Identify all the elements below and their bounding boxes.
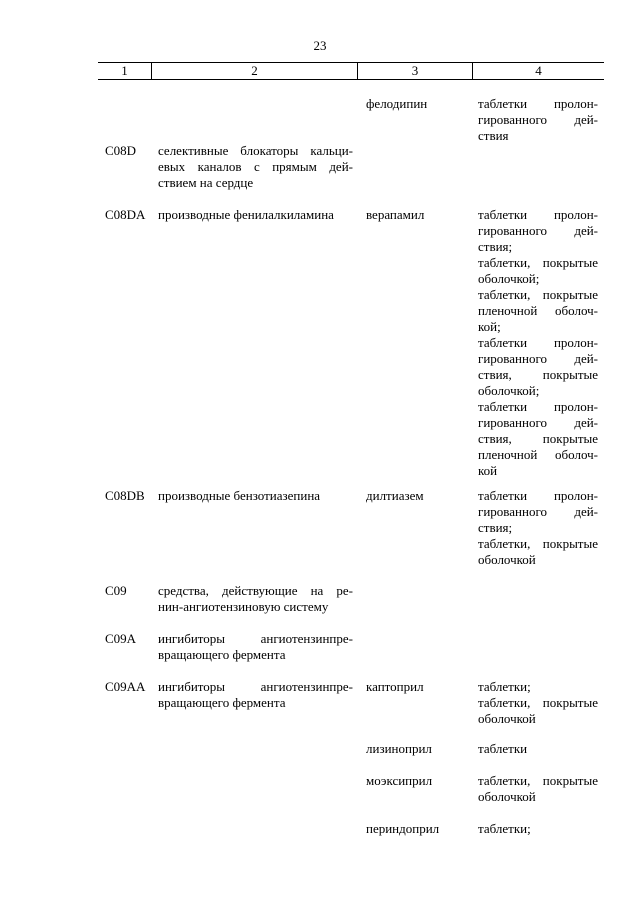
dosage-form-line: таблетки; xyxy=(478,679,531,694)
header-col-4: 4 xyxy=(535,63,542,78)
atc-name xyxy=(158,631,353,663)
dosage-form-line: таблетки пролон- xyxy=(478,96,598,111)
drug-name: лизиноприл xyxy=(366,741,432,756)
dosage-form xyxy=(478,96,598,144)
dosage-form-line: ствия, покрытые xyxy=(478,431,598,446)
dosage-form-line: ствия; xyxy=(478,239,513,254)
atc-name-line: селективные блокаторы кальци- xyxy=(158,143,353,158)
dosage-form-line: таблетки пролон- xyxy=(478,488,598,503)
drug-name: дилтиазем xyxy=(366,488,424,503)
dosage-form-line: гированного дей- xyxy=(478,504,598,519)
dosage-form xyxy=(478,821,598,837)
dosage-form-line: таблетки пролон- xyxy=(478,207,598,222)
dosage-form xyxy=(478,488,598,568)
atc-code: C08DB xyxy=(105,488,145,503)
atc-code: C08DA xyxy=(105,207,146,222)
atc-code: C09AA xyxy=(105,679,146,694)
dosage-form xyxy=(478,773,598,805)
page-number: 23 xyxy=(313,38,327,53)
dosage-form-line: пленочной оболоч- xyxy=(478,303,598,318)
atc-name-line: евых каналов с прямым дей- xyxy=(158,159,353,174)
dosage-form-line: гированного дей- xyxy=(478,415,598,430)
dosage-form-line: оболочкой; xyxy=(478,383,540,398)
atc-name-line: ствием на сердце xyxy=(158,175,254,190)
dosage-form-line: таблетки; xyxy=(478,821,531,836)
drug-name: моэксиприл xyxy=(366,773,433,788)
dosage-form xyxy=(478,741,598,757)
dosage-form-line: гированного дей- xyxy=(478,223,598,238)
atc-name xyxy=(158,488,353,504)
drug-name: периндоприл xyxy=(366,821,440,836)
dosage-form-line: пленочной оболоч- xyxy=(478,447,598,462)
atc-name-line: средства, действующие на ре- xyxy=(158,583,353,598)
dosage-form-line: таблетки пролон- xyxy=(478,399,598,414)
header-col-1: 1 xyxy=(98,63,152,79)
dosage-form-line: таблетки, покрытые xyxy=(478,695,598,710)
atc-name xyxy=(158,583,353,615)
drug-name: каптоприл xyxy=(366,679,424,694)
dosage-form-line: оболочкой xyxy=(478,552,536,567)
dosage-form-line: оболочкой; xyxy=(478,271,540,286)
dosage-form-line: ствия; xyxy=(478,520,513,535)
dosage-form-line: ствия xyxy=(478,128,509,143)
dosage-form-line: ствия, покрытые xyxy=(478,367,598,382)
atc-name xyxy=(158,679,353,711)
atc-name xyxy=(158,143,353,191)
atc-code: C08D xyxy=(105,143,137,158)
header-col-3: 3 xyxy=(358,63,473,79)
dosage-form-line: кой xyxy=(478,463,498,478)
dosage-form-line: таблетки пролон- xyxy=(478,335,598,350)
atc-name-line: производные фенилалкиламина xyxy=(158,207,334,222)
atc-name-line: вращающего фермента xyxy=(158,647,286,662)
dosage-form xyxy=(478,679,598,727)
dosage-form-line: таблетки, покрытые xyxy=(478,255,598,270)
dosage-form-line: оболочкой xyxy=(478,711,536,726)
header-col-2: 2 xyxy=(152,63,358,79)
dosage-form-line: оболочкой xyxy=(478,789,536,804)
dosage-form-line: кой; xyxy=(478,319,501,334)
dosage-form-line: таблетки, покрытые xyxy=(478,773,598,788)
dosage-form-line: гированного дей- xyxy=(478,351,598,366)
atc-name-line: вращающего фермента xyxy=(158,695,286,710)
atc-name-line: нин-ангиотензиновую систему xyxy=(158,599,329,614)
atc-name-line: ингибиторы ангиотензинпре- xyxy=(158,631,353,646)
dosage-form-line: таблетки xyxy=(478,741,528,756)
atc-name-line: ингибиторы ангиотензинпре- xyxy=(158,679,353,694)
dosage-form-line: таблетки, покрытые xyxy=(478,287,598,302)
drug-name: фелодипин xyxy=(366,96,428,111)
atc-name-line: производные бензотиазепина xyxy=(158,488,321,503)
table-header xyxy=(98,62,604,80)
atc-code: C09A xyxy=(105,631,137,646)
dosage-form-line: таблетки, покрытые xyxy=(478,536,598,551)
drug-name: верапамил xyxy=(366,207,425,222)
dosage-form xyxy=(478,207,598,479)
atc-name xyxy=(158,207,353,223)
atc-code: C09 xyxy=(105,583,127,598)
dosage-form-line: гированного дей- xyxy=(478,112,598,127)
